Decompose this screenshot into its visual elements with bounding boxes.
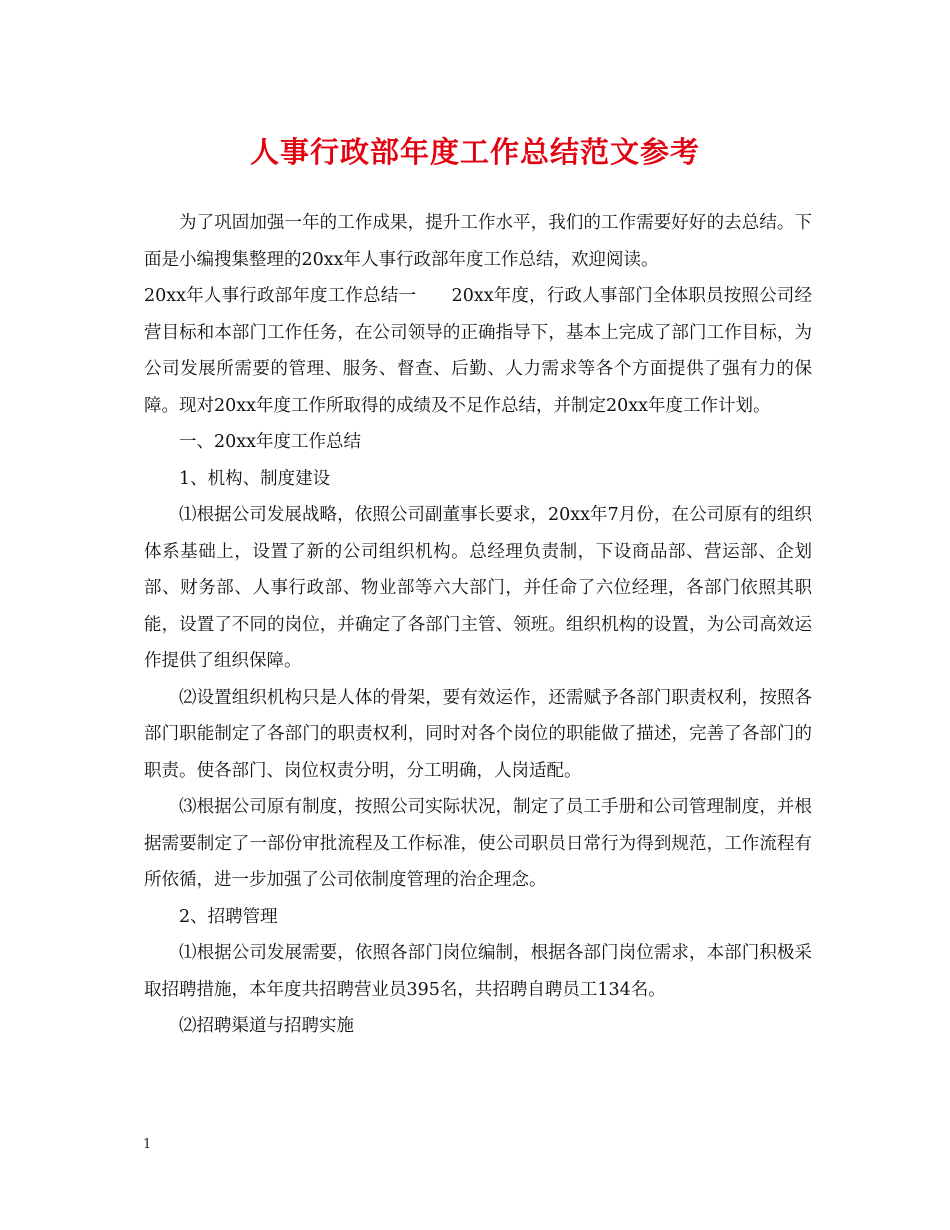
paragraph: ⑵招聘渠道与招聘实施 [179,1016,354,1036]
paragraph: 20xx年人事行政部年度工作总结一 20xx年度，行政人事部门全体职员按照公司经营目标和本部门工作任务，在公司领导的正确指导下，基本上完成了部门工作目标，为公司发展所需要的管理、服务、督查、后勤、人力需求等各个方面提供了强有力的保障。现对20xx年度工作所取得的成绩及不足作总结，并制定20xx年度工作计划。 [144,286,812,416]
paragraph: ⑴根据公司发展需要，依照各部门岗位编制，根据各部门岗位需求，本部门积极采取招聘措施，本年度共招聘营业员395名，共招聘自聘员工134名。 [144,943,812,1000]
document-title: 人事行政部年度工作总结范文参考 [249,135,700,169]
paragraph: 1、机构、制度建设 [179,468,331,489]
paragraph: ⑵设置组织机构只是人体的骨架，要有效运作，还需赋予各部门职责权利，按照各部门职能制定了各部门的职责权利，同时对各个岗位的职能做了描述，完善了各部门的职责。使各部门、岗位权责分明，分工明确，人岗适配。 [144,687,812,781]
paragraph: 一、20xx年度工作总结 [179,432,362,452]
paragraph: ⑴根据公司发展战略，依照公司副董事长要求，20xx年7月份，在公司原有的组织体系基础上，设置了新的公司组织机构。总经理负责制，下设商品部、营运部、企划部、财务部、人事行政部、物业部等六大部门，并任命了六位经理，各部门依照其职能，设置了不同的岗位，并确定了各部门主管、领班。组织机构的设置，为公司高效运作提供了组织保障。 [144,505,812,671]
page-number: 1 [143,1137,152,1152]
document-body [144,205,812,1045]
paragraph: 2、招聘管理 [179,906,278,927]
paragraph: ⑶根据公司原有制度，按照公司实际状况，制定了员工手册和公司管理制度，并根据需要制定了一部份审批流程及工作标准，使公司职员日常行为得到规范，工作流程有所依循，进一步加强了公司依制度管理的治企理念。 [144,797,812,890]
paragraph: 为了巩固加强一年的工作成果，提升工作水平，我们的工作需要好好的去总结。下面是小编搜集整理的20xx年人事行政部年度工作总结，欢迎阅读。 [144,213,812,270]
